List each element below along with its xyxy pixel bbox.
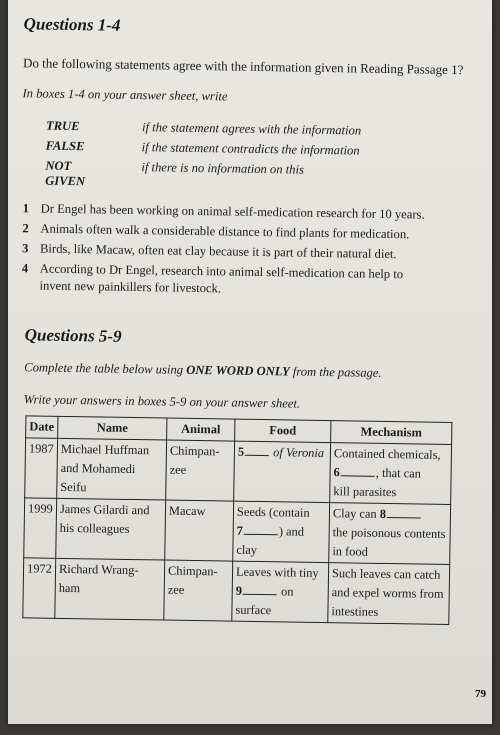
option-key: NOT GIVEN xyxy=(45,158,86,189)
mechanism-line: and expel worms from xyxy=(331,585,444,601)
section2-heading: Questions 5-9 xyxy=(24,325,122,346)
cell-animal xyxy=(165,500,234,561)
gap-number: 8 xyxy=(379,506,387,521)
mechanism-text: , that can xyxy=(375,465,422,481)
animal-line: Chimpan- xyxy=(167,563,218,579)
cell-food xyxy=(232,561,329,623)
section1-intro: Do the following statements agree with the information given in Reading Passage 1? xyxy=(22,55,464,78)
cell-animal xyxy=(164,560,233,621)
page-number: 79 xyxy=(475,688,486,700)
mechanism-line: Contained chemicals, xyxy=(333,446,441,462)
question-text: invent new painkillers for livestock. xyxy=(39,278,222,296)
question-number: 4 xyxy=(21,261,29,276)
table-row xyxy=(23,558,450,625)
animal-line: Chimpan- xyxy=(169,443,220,459)
mechanism-line xyxy=(333,463,447,484)
option-desc: if there is no information on this xyxy=(141,160,305,177)
option-desc: if the statement contradicts the information xyxy=(141,140,360,158)
name-line: and Mohamedi xyxy=(60,460,136,477)
question-text: Animals often walk a considerable distance to find plants for medication. xyxy=(40,221,410,242)
header-date: Date xyxy=(26,416,58,438)
food-line: clay xyxy=(236,542,258,557)
name-line: Richard Wrang- xyxy=(58,561,139,578)
answer-blank[interactable] xyxy=(244,524,278,536)
food-text: of Veronia xyxy=(273,445,325,461)
cell-date: 1999 xyxy=(24,498,57,558)
answer-table xyxy=(22,415,452,625)
answer-blank[interactable] xyxy=(245,445,269,456)
food-text: ) and xyxy=(278,524,305,539)
cell-name xyxy=(55,558,165,620)
cell-mechanism xyxy=(328,563,450,625)
header-mechanism: Mechanism xyxy=(331,421,452,445)
table-row xyxy=(24,498,451,565)
gap-number: 9 xyxy=(235,583,243,598)
cell-mechanism xyxy=(329,503,451,565)
answer-blank[interactable] xyxy=(243,584,277,596)
mechanism-line: Such leaves can catch xyxy=(331,566,441,582)
question-text: Dr Engel has been working on animal self-medication research for 10 years. xyxy=(40,201,425,222)
answer-blank[interactable] xyxy=(341,465,375,477)
question-text: Birds, like Macaw, often eat clay because it is part of their natural diet. xyxy=(39,241,397,262)
name-line: ham xyxy=(58,580,81,596)
food-text: on xyxy=(280,584,294,599)
section1-instruction: In boxes 1-4 on your answer sheet, write xyxy=(22,86,228,104)
name-line: his colleagues xyxy=(59,520,130,536)
name-line: Michael Huffman xyxy=(60,441,150,458)
answer-blank[interactable] xyxy=(387,507,421,519)
mechanism-line xyxy=(333,504,447,525)
question-number: 1 xyxy=(22,201,30,216)
cell-name xyxy=(56,498,166,560)
cell-animal xyxy=(166,440,235,501)
book-page xyxy=(8,0,492,724)
animal-line: zee xyxy=(169,462,187,477)
mechanism-line: kill parasites xyxy=(333,484,397,500)
header-animal: Animal xyxy=(167,418,235,441)
animal-line: zee xyxy=(167,582,185,597)
page-content xyxy=(8,0,492,724)
name-line: James Gilardi and xyxy=(59,501,150,518)
mechanism-line: intestines xyxy=(331,604,379,619)
question-number: 2 xyxy=(22,221,29,236)
animal-line: Macaw xyxy=(168,503,206,519)
option-desc: if the statement agrees with the information xyxy=(141,120,362,138)
food-line xyxy=(236,582,325,602)
option-key: FALSE xyxy=(45,138,85,154)
mechanism-text: Clay can xyxy=(332,506,380,521)
section1-heading: Questions 1-4 xyxy=(23,14,121,35)
food-line: Leaves with tiny xyxy=(235,564,319,580)
instruction-emphasis: ONE WORD ONLY xyxy=(186,362,290,379)
cell-mechanism xyxy=(330,443,452,505)
food-line: surface xyxy=(235,602,272,618)
cell-date: 1987 xyxy=(25,438,58,498)
instruction-text: Complete the table below using xyxy=(24,360,187,377)
section2-instruction xyxy=(24,360,382,381)
section2-instruction-2: Write your answers in boxes 5-9 on your answer sheet. xyxy=(23,392,301,411)
header-name: Name xyxy=(58,416,167,440)
gap-number: 5 xyxy=(237,444,245,459)
food-line xyxy=(237,522,326,542)
cell-name xyxy=(57,438,167,500)
question-number: 3 xyxy=(21,241,29,256)
cell-food xyxy=(234,441,331,503)
header-food: Food xyxy=(235,419,331,443)
instruction-text: from the passage. xyxy=(289,364,382,380)
food-line: Seeds (contain xyxy=(236,504,310,520)
table-row xyxy=(25,438,452,505)
mechanism-line: the poisonous contents xyxy=(332,525,446,541)
question-text: According to Dr Engel, research into animal self-medication can help to xyxy=(39,261,404,282)
cell-food xyxy=(233,501,330,563)
gap-number: 7 xyxy=(236,523,244,538)
option-key: TRUE xyxy=(45,118,80,134)
mechanism-line: in food xyxy=(332,544,368,559)
name-line: Seifu xyxy=(60,479,87,495)
gap-number: 6 xyxy=(333,465,340,480)
cell-date: 1972 xyxy=(23,558,56,618)
